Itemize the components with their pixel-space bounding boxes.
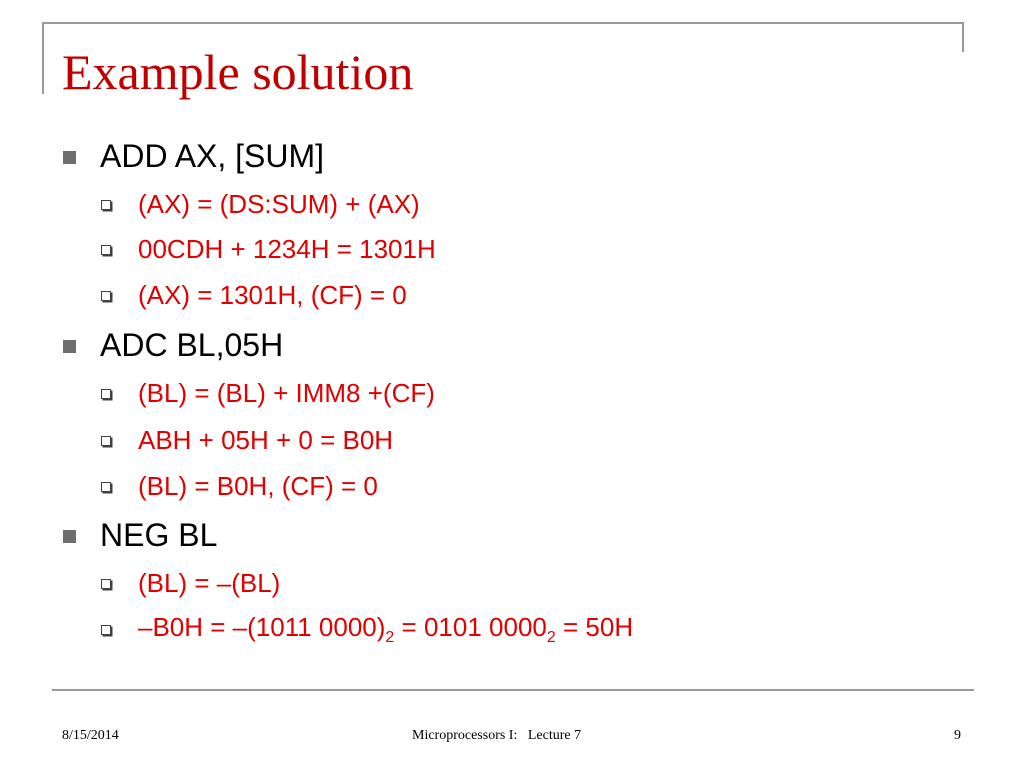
sub-bullet-item: (BL) = –(BL) [138,568,281,598]
hollow-square-bullet-icon [101,291,111,301]
neg-expression-part: –B0H = –(1011 0000) [138,612,386,642]
hollow-square-bullet-icon [101,389,111,399]
square-bullet-icon [63,530,76,543]
base-subscript: 2 [546,629,556,646]
frame-right-rule [962,22,964,52]
hollow-square-bullet-icon [101,436,111,446]
footer-date: 8/15/2014 [62,728,119,743]
neg-expression-part: = 50H [555,612,634,642]
hollow-square-bullet-icon [101,482,111,492]
square-bullet-icon [63,340,76,353]
slide-number: 9 [954,728,961,743]
sub-bullet-item: 00CDH + 1234H = 1301H [138,234,436,264]
sub-bullet-item-binary [138,611,634,646]
sub-bullet-item: ABH + 05H + 0 = B0H [138,425,394,455]
sub-bullet-item: (BL) = B0H, (CF) = 0 [138,471,378,501]
hollow-square-bullet-icon [101,245,111,255]
frame-top-rule [42,22,964,24]
neg-expression-part: = 0101 0000 [394,612,547,642]
base-subscript: 2 [385,629,395,646]
sub-bullet-item: (AX) = 1301H, (CF) = 0 [138,280,407,310]
hollow-square-bullet-icon [101,579,111,589]
hollow-square-bullet-icon [101,625,111,635]
bullet-item: ADC BL,05H [100,327,284,363]
bullet-item: ADD AX, [SUM] [100,138,325,174]
square-bullet-icon [63,151,76,164]
bullet-item: NEG BL [100,517,218,553]
sub-bullet-item: (AX) = (DS:SUM) + (AX) [138,189,420,219]
footer-rule [52,689,974,691]
footer-title: Microprocessors I: Lecture 7 [412,728,582,743]
frame-left-rule [42,22,44,94]
slide-title: Example solution [62,44,414,100]
hollow-square-bullet-icon [101,200,111,210]
sub-bullet-item: (BL) = (BL) + IMM8 +(CF) [138,378,435,408]
